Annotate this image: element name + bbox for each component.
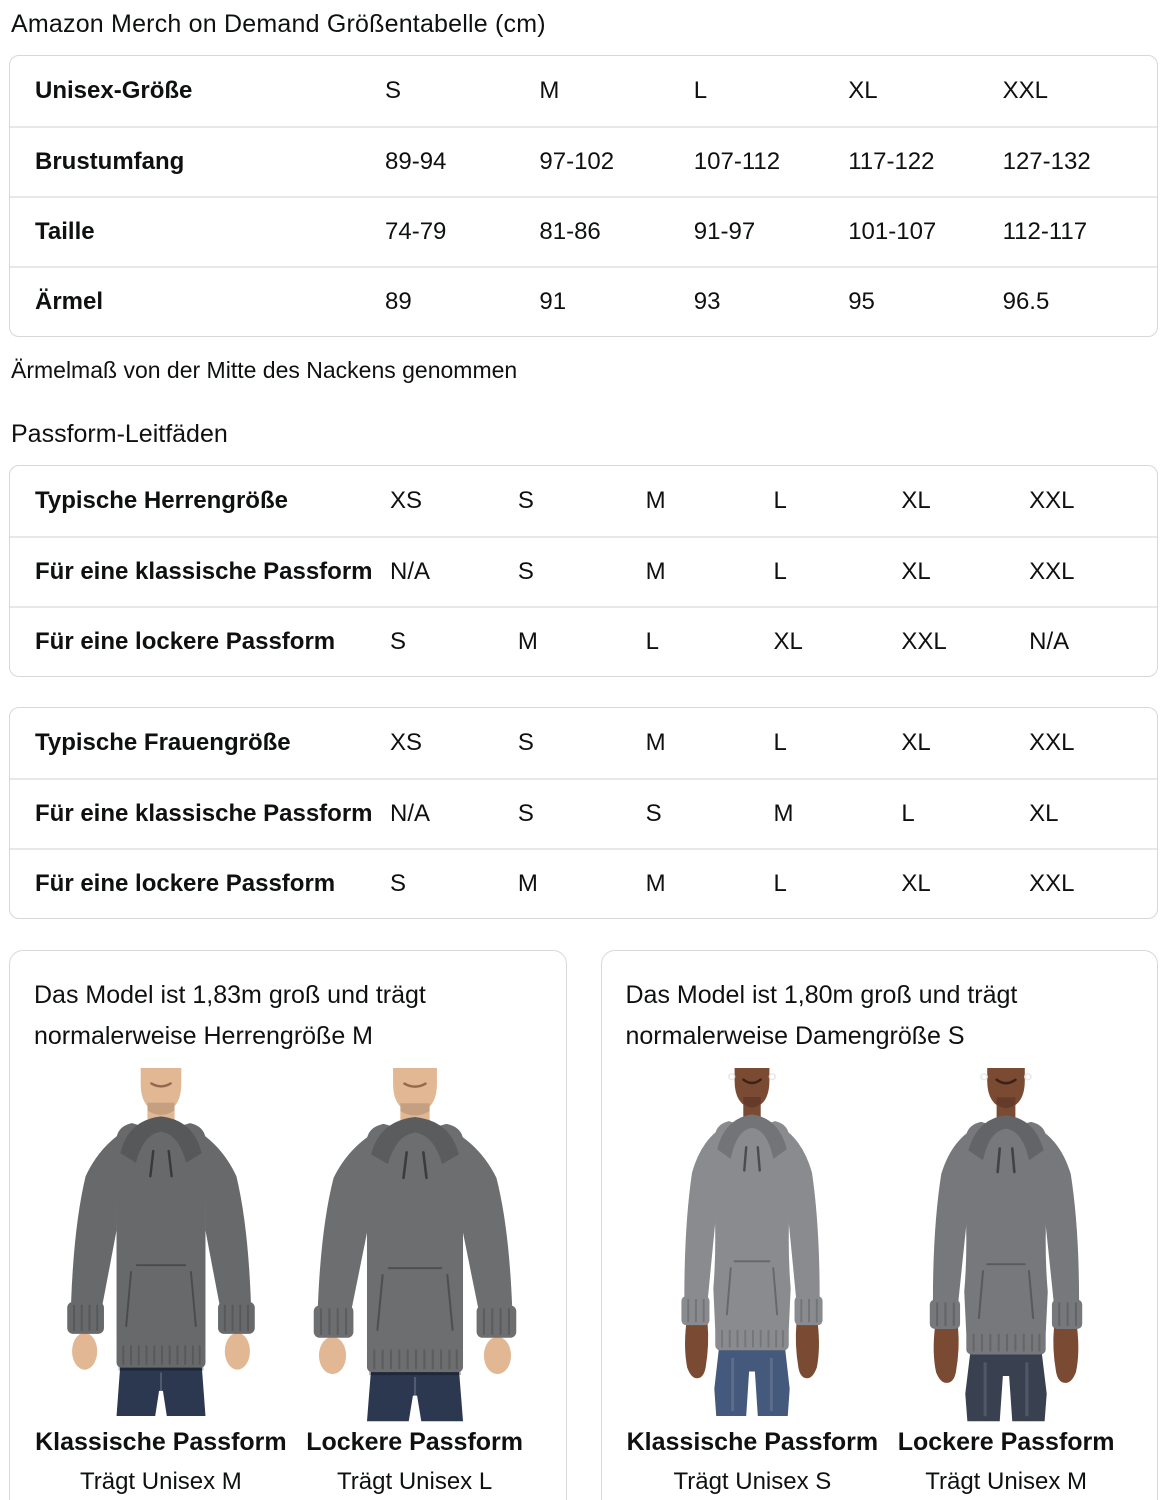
womens-model-card [601,950,1159,1500]
table-cell: XL [848,77,878,104]
wears-label: Trägt Unisex S [673,1468,832,1495]
table-row [10,266,1157,336]
table-cell: L [901,800,915,827]
model-description [626,975,1134,1056]
table-cell: L [773,729,787,756]
table-cell: XS [390,487,423,514]
page-title: Amazon Merch on Demand Größentabelle (cm) [11,10,546,38]
fit-label: Klassische Passform [626,1428,879,1456]
table-cell: M [645,870,666,897]
row-label: Brustumfang [35,148,185,175]
table-row [10,606,1157,676]
mens-model-card [9,950,567,1500]
table-cell: 91 [539,288,567,315]
wears-label: Trägt Unisex L [337,1468,493,1495]
fit-label: Lockere Passform [897,1428,1115,1456]
male-model-classic-fit-photo [53,1068,269,1416]
table-cell: S [390,628,407,655]
figure-classic-fit [626,1068,880,1496]
model-figures [34,1068,542,1496]
row-label: Unisex-Größe [35,77,193,104]
table-cell: XXL [1029,558,1075,585]
table-cell: S [517,800,534,827]
table-row [10,56,1157,126]
mens-fit-table [9,465,1158,677]
model-figures [626,1068,1134,1496]
table-cell: XL [1029,800,1059,827]
table-row [10,196,1157,266]
row-label: Taille [35,218,95,245]
table-cell: XL [773,628,803,655]
table-cell: M [539,77,560,104]
table-row [10,126,1157,196]
table-cell: XXL [1029,729,1075,756]
table-cell: L [773,487,787,514]
table-cell: M [517,870,538,897]
table-cell: 74-79 [385,218,447,245]
table-cell: 91-97 [693,218,756,245]
table-cell: XXL [1029,487,1075,514]
table-cell: S [385,77,402,104]
table-cell: S [390,870,407,897]
table-cell: 127-132 [1002,148,1091,175]
female-model-classic-fit-photo [644,1068,860,1416]
table-cell: 81-86 [539,218,601,245]
table-cell: L [645,628,660,655]
table-cell: S [645,800,662,827]
table-cell: M [645,558,666,585]
table-cell: S [517,558,534,585]
table-cell: 97-102 [539,148,615,175]
unisex-size-table [9,55,1158,337]
table-cell: XL [901,487,931,514]
row-label: Für eine klassische Passform [35,800,373,827]
sleeve-measurement-note: Ärmelmaß von der Mitte des Nackens genommen [11,357,518,383]
table-cell: L [693,77,708,104]
row-label: Ärmel [35,288,104,315]
table-cell: XXL [1002,77,1048,104]
table-cell: M [517,628,538,655]
model-description-line2: normalerweise Damengröße S [625,1021,965,1050]
table-cell: M [773,800,794,827]
table-cell: XL [901,558,931,585]
figure-loose-fit [879,1068,1133,1496]
wears-label: Trägt Unisex M [79,1468,242,1495]
table-cell: M [645,487,666,514]
table-row [10,708,1157,778]
table-cell: N/A [390,558,431,585]
table-cell: 93 [693,288,721,315]
table-cell: XL [901,870,931,897]
row-label: Für eine lockere Passform [35,628,336,655]
table-cell: 112-117 [1002,218,1088,245]
figure-loose-fit [288,1068,542,1496]
table-cell: 117-122 [848,148,935,175]
table-cell: N/A [390,800,431,827]
row-label: Für eine lockere Passform [35,870,336,897]
table-cell: 107-112 [693,148,781,175]
model-description [34,975,542,1056]
table-cell: 95 [848,288,875,315]
fit-label: Lockere Passform [306,1428,524,1456]
row-label: Für eine klassische Passform [35,558,373,585]
table-cell: XS [390,729,423,756]
model-description-line2: normalerweise Herrengröße M [34,1021,374,1050]
row-label: Typische Frauengröße [35,729,291,756]
model-cards-row [9,950,1158,1500]
table-cell: S [517,729,534,756]
table-row [10,536,1157,606]
table-cell: S [517,487,534,514]
model-description-line1: Das Model ist 1,83m groß und trägt [34,981,426,1009]
table-cell: 96.5 [1002,288,1050,315]
table-cell: XXL [901,628,947,655]
table-cell: M [645,729,666,756]
table-row [10,848,1157,918]
table-cell: L [773,870,787,897]
wears-label: Trägt Unisex M [925,1468,1088,1495]
female-model-loose-fit-photo [898,1068,1114,1416]
figure-classic-fit [34,1068,288,1496]
table-cell: XL [901,729,931,756]
table-row [10,466,1157,536]
womens-fit-table [9,707,1158,919]
fit-label: Klassische Passform [35,1428,287,1456]
table-row [10,778,1157,848]
table-cell: L [773,558,787,585]
table-cell: N/A [1029,628,1070,655]
table-cell: XXL [1029,870,1075,897]
table-cell: 89 [385,288,412,315]
row-label: Typische Herrengröße [35,487,288,514]
male-model-loose-fit-photo [307,1068,523,1416]
model-description-line1: Das Model ist 1,80m groß und trägt [625,981,1018,1009]
fit-guides-heading: Passform-Leitfäden [11,420,228,448]
table-cell: 101-107 [848,218,937,245]
table-cell: 89-94 [385,148,447,175]
